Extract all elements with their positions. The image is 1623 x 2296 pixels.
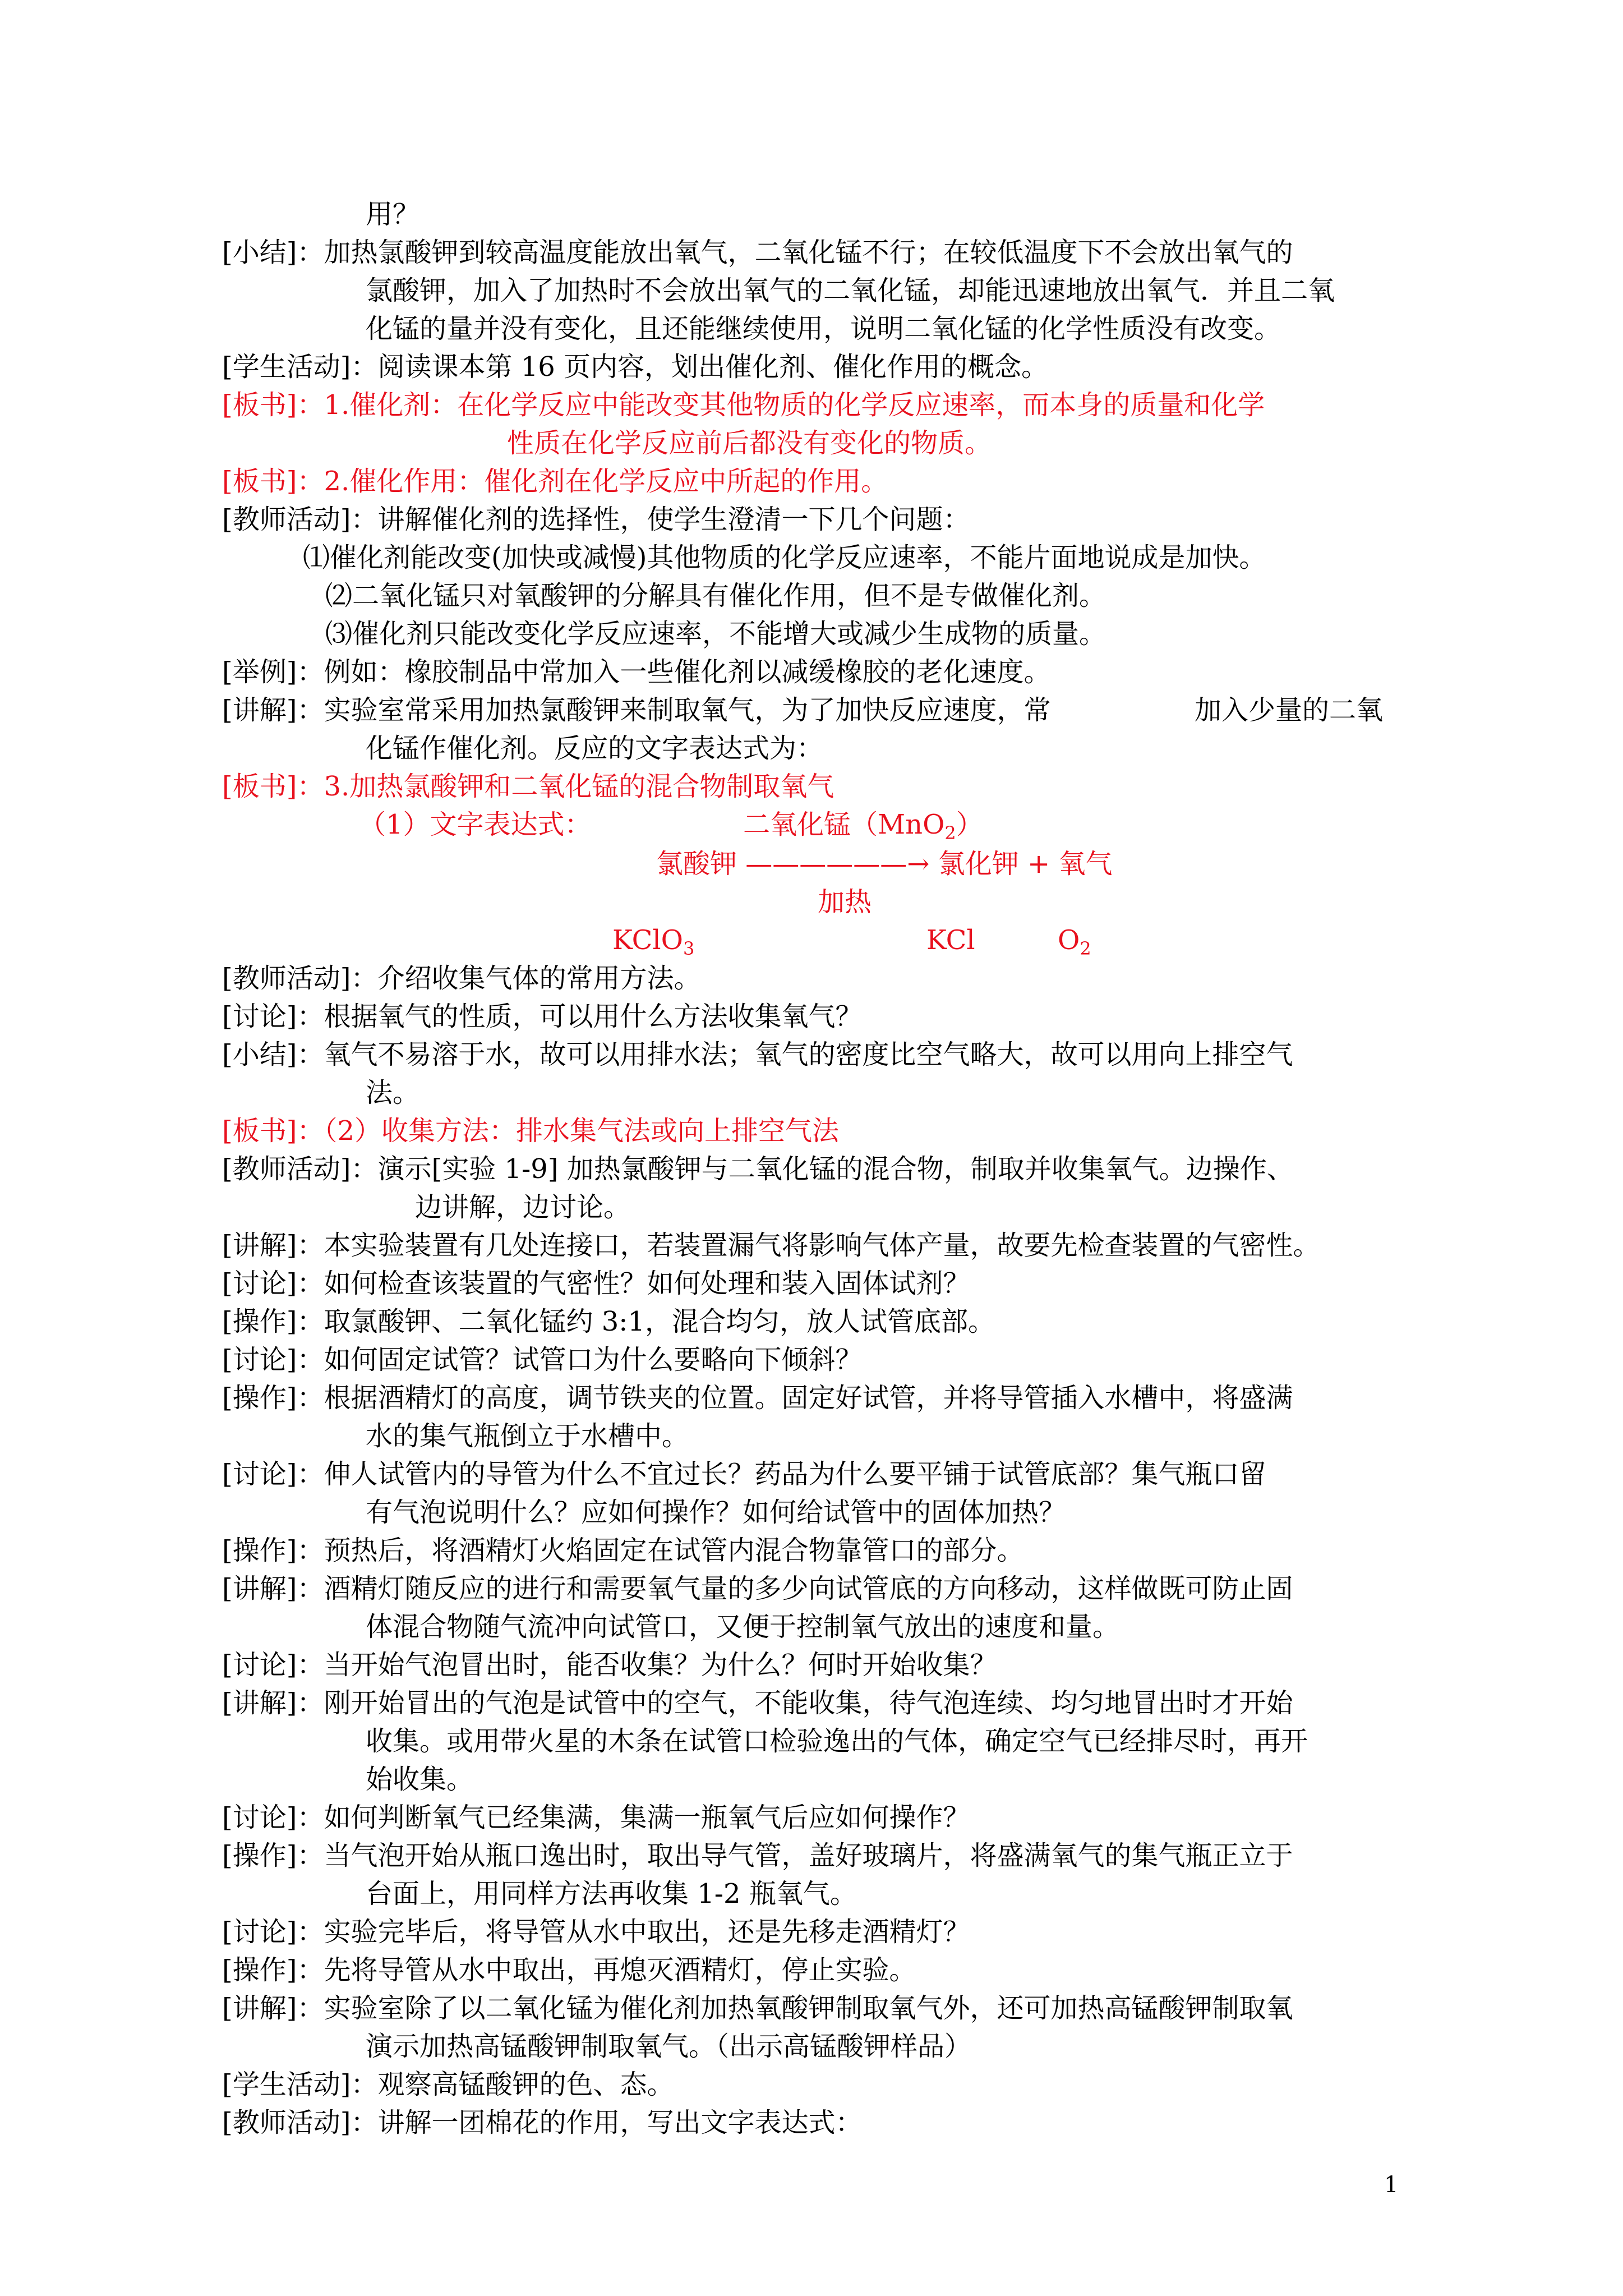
text-line: [讲解]：实验室除了以二氧化锰为催化剂加热氧酸钾制取氧气外，还可加热高锰酸钾制取氧 [222, 1993, 1293, 2024]
text-line: [讨论]：当开始气泡冒出时，能否收集？为什么？何时开始收集？ [222, 1649, 997, 1681]
catalyst-label: 二氧化锰（MnO$_2$） [743, 809, 983, 844]
text-line: [讨论]：如何检查该装置的气密性？如何处理和装入固体试剂？ [222, 1268, 970, 1299]
text-line: [操作]：取氯酸钾、二氧化锰约 3:1，混合均匀，放人试管底部。 [222, 1306, 995, 1337]
text-line: [操作]：当气泡开始从瓶口逸出时，取出导气管，盖好玻璃片，将盛满氧气的集气瓶正立于 [222, 1840, 1293, 1871]
text-line: [讲解]：刚开始冒出的气泡是试管中的空气，不能收集，待气泡连续、均匀地冒出时才开始 [222, 1687, 1293, 1719]
board-note-line: [板书]：（2）收集方法：排水集气法或向上排空气法 [222, 1115, 839, 1147]
text-line: 水的集气瓶倒立于水槽中。 [366, 1420, 689, 1452]
text-line: [讲解]：本实验装置有几处连接口，若装置漏气将影响气体产量，故要先检查装置的气密性。 [222, 1230, 1320, 1261]
text-line: [操作]：先将导管从水中取出，再熄灭酒精灯，停止实验。 [222, 1954, 916, 1986]
text-line: 氯酸钾，加入了加热时不会放出氧气的二氧化锰，却能迅速地放出氧气．并且二氧 [366, 275, 1335, 306]
text-line: 始收集。 [366, 1764, 474, 1795]
formula-o2: $O_2$ [1058, 924, 1091, 959]
text-line: 有气泡说明什么？应如何操作？如何给试管中的固体加热？ [366, 1497, 1066, 1528]
text-line: [教师活动]：讲解催化剂的选择性，使学生澄清一下几个问题： [222, 504, 970, 535]
text-line: [小结]：加热氯酸钾到较高温度能放出氧气，二氧化锰不行；在较低温度下不会放出氧气的 [222, 237, 1293, 268]
text-line: [讲解]：酒精灯随反应的进行和需要氧气量的多少向试管底的方向移动，这样做既可防止固 [222, 1573, 1293, 1604]
text-line: [操作]：根据酒精灯的高度，调节铁夹的位置。固定好试管，并将导管插入水槽中，将盛满 [222, 1382, 1293, 1414]
text-line: 加入少量的二氧 [1195, 694, 1384, 726]
text-line: [讨论]：如何固定试管？试管口为什么要略向下倾斜？ [222, 1344, 863, 1375]
text-line: [教师活动]：介绍收集气体的常用方法。 [222, 963, 701, 994]
text-line: 演示加热高锰酸钾制取氧气。（出示高锰酸钾样品） [366, 2031, 972, 2062]
word-equation: 氯酸钾 ——————→ 氯化钾 + 氧气 [656, 848, 1113, 880]
text-line: [讲解]：实验室常采用加热氯酸钾来制取氧气，为了加快反应速度，常 [222, 694, 1051, 726]
list-item: ⑴催化剂能改变(加快或减慢)其他物质的化学反应速率，不能片面地说成是加快。 [303, 542, 1266, 573]
condition-label: 加热 [818, 886, 872, 918]
text-line: [举例]：例如：橡胶制品中常加入一些催化剂以减缓橡胶的老化速度。 [222, 656, 1051, 688]
text-line: 体混合物随气流冲向试管口，又便于控制氧气放出的速度和量。 [366, 1611, 1120, 1642]
text-line: [学生活动]：观察高锰酸钾的色、态。 [222, 2069, 674, 2100]
text-line: [教师活动]：讲解一团棉花的作用，写出文字表达式： [222, 2107, 863, 2138]
text-line: 法。 [366, 1077, 420, 1108]
text-line: [小结]：氧气不易溶于水，故可以用排水法；氧气的密度比空气略大，故可以用向上排空气 [222, 1039, 1293, 1070]
list-item: ⑶催化剂只能改变化学反应速率，不能增大或减少生成物的质量。 [325, 618, 1106, 650]
text-line: 边讲解，边讨论。 [415, 1191, 631, 1223]
text-line: 化锰作催化剂。反应的文字表达式为： [366, 733, 824, 764]
board-note-line: [板书]：2.催化作用：催化剂在化学反应中所起的作用。 [222, 466, 888, 497]
formula-kcl: KCl [926, 924, 975, 956]
text-line: [讨论]：伸人试管内的导管为什么不宜过长？药品为什么要平铺于试管底部？集气瓶口留 [222, 1458, 1266, 1490]
text-line: [讨论]：如何判断氧气已经集满，集满一瓶氧气后应如何操作？ [222, 1802, 970, 1833]
board-note-line: [板书]：3.加热氯酸钾和二氧化锰的混合物制取氧气 [222, 771, 834, 802]
page-number: 1 [1384, 2172, 1399, 2198]
equation-label: （1）文字表达式： [359, 809, 592, 840]
text-line: [讨论]：实验完毕后，将导管从水中取出，还是先移走酒精灯？ [222, 1916, 970, 1948]
text-line: 台面上，用同样方法再收集 1-2 瓶氧气。 [366, 1878, 857, 1910]
text-line: 收集。或用带火星的木条在试管口检验逸出的气体，确定空气已经排尽时，再开 [366, 1726, 1308, 1757]
text-line: [讨论]：根据氧气的性质，可以用什么方法收集氧气？ [222, 1001, 863, 1032]
text-line: 用？ [366, 199, 420, 230]
board-note-line: 性质在化学反应前后都没有变化的物质。 [507, 427, 992, 459]
text-line: [教师活动]：演示[实验 1-9] 加热氯酸钾与二氧化锰的混合物，制取并收集氧气。边操作、 [222, 1153, 1294, 1185]
text-line: 化锰的量并没有变化，且还能继续使用，说明二氧化锰的化学性质没有改变。 [366, 313, 1281, 344]
list-item: ⑵二氧化锰只对氧酸钾的分解具有催化作用，但不是专做催化剂。 [325, 580, 1106, 611]
text-line: [学生活动]：阅读课本第 16 页内容，划出催化剂、催化作用的概念。 [222, 351, 1049, 383]
board-note-line: [板书]：1.催化剂：在化学反应中能改变其他物质的化学反应速率，而本身的质量和化学 [222, 389, 1265, 421]
text-line: [操作]：预热后，将酒精灯火焰固定在试管内混合物靠管口的部分。 [222, 1535, 1024, 1566]
formula-kclo3: KClO$_3$ [612, 924, 695, 959]
